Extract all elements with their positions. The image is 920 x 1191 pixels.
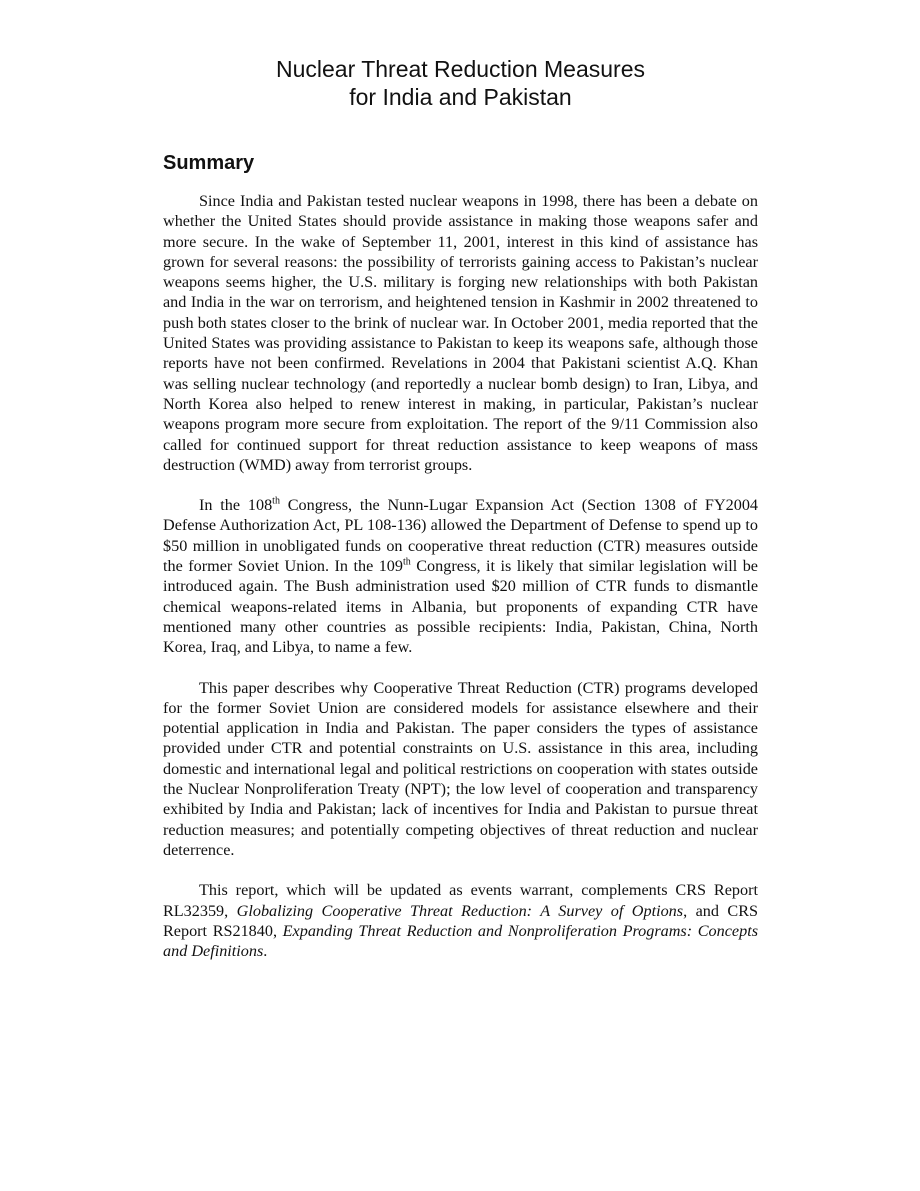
para4-text-a: This report, which will be updated as events warrant, complements CRS Report RL32359, xyxy=(163,881,758,920)
para2-superscript-2: th xyxy=(403,556,411,568)
summary-heading: Summary xyxy=(163,152,255,174)
document-page xyxy=(163,55,758,961)
para2-text-c: Congress, it is likely that similar legislation will be introduced again. The Bush administration used $20 million of CTR funds to dismantle chemical weapons-related items in Albania, but proponents of expanding CTR have mentioned many other countries as possible recipients: India, Pakistan, China, North Korea, Iraq, and Libya, to name a few. xyxy=(163,557,758,657)
para4-text-c: . xyxy=(263,942,268,961)
para2-text-b: Congress, the Nunn-Lugar Expansion Act (Section 1308 of FY2004 Defense Authorization Act, PL 108-136) allowed the Department of Defense to spend up to $50 million in unobligated funds on cooperative threat reduction (CTR) measures outside the former Soviet Union. In the 109 xyxy=(163,496,759,576)
report-title-2: Expanding Threat Reduction and Nonproliferation Programs: Concepts and Definitions xyxy=(163,921,759,961)
title-line-2: for India and Pakistan xyxy=(349,84,572,110)
title-line-1: Nuclear Threat Reduction Measures xyxy=(275,56,646,82)
summary-paragraph-2 xyxy=(163,495,758,657)
summary-paragraph-3: This paper describes why Cooperative Threat Reduction (CTR) programs developed for the former Soviet Union are considered models for assistance elsewhere and their potential application in India and Pakistan. The paper considers the types of assistance provided under CTR and potential constraints on U.S. assistance in this area, including domestic and international legal and political restrictions on cooperation with states outside the Nuclear Nonproliferation Treaty (NPT); the low level of cooperation and transparency exhibited by India and Pakistan; lack of incentives for India and Pakistan to pursue threat reduction measures; and potentially competing objectives of threat reduction and nuclear deterrence. xyxy=(163,678,758,859)
document-title xyxy=(163,55,758,111)
summary-paragraph-4 xyxy=(163,880,758,961)
report-title-1: Globalizing Cooperative Threat Reduction: A Survey of Options xyxy=(236,901,684,920)
para2-superscript-1: th xyxy=(272,495,280,507)
summary-paragraph-1: Since India and Pakistan tested nuclear weapons in 1998, there has been a debate on whether the United States should provide assistance in making those weapons safer and more secure. In the wake of September 11, 2001, interest in this kind of assistance has grown for several reasons: the possibility of terrorists gaining access to Pakistan’s nuclear weapons seems higher, the U.S. military is forging new relationships with both Pakistan and India in the war on terrorism, and heightened tension in Kashmir in 2002 threatened to push both states closer to the brink of nuclear war. In October 2001, media reported that the United States was providing assistance to Pakistan to keep its weapons safe, although those reports have not been confirmed. Revelations in 2004 that Pakistani scientist A.Q. Khan was selling nuclear technology (and reportedly a nuclear bomb design) to Iran, Libya, and North Korea also helped to renew interest in making, in particular, Pakistan’s nuclear weapons program more secure from exploitation. The report of the 9/11 Commission also called for continued support for threat reduction assistance to keep weapons of mass destruction (WMD) away from terrorist groups. xyxy=(163,192,758,474)
para4-text-b: , and CRS Report RS21840, xyxy=(163,901,758,940)
para2-text-a: In the 108 xyxy=(199,496,273,515)
